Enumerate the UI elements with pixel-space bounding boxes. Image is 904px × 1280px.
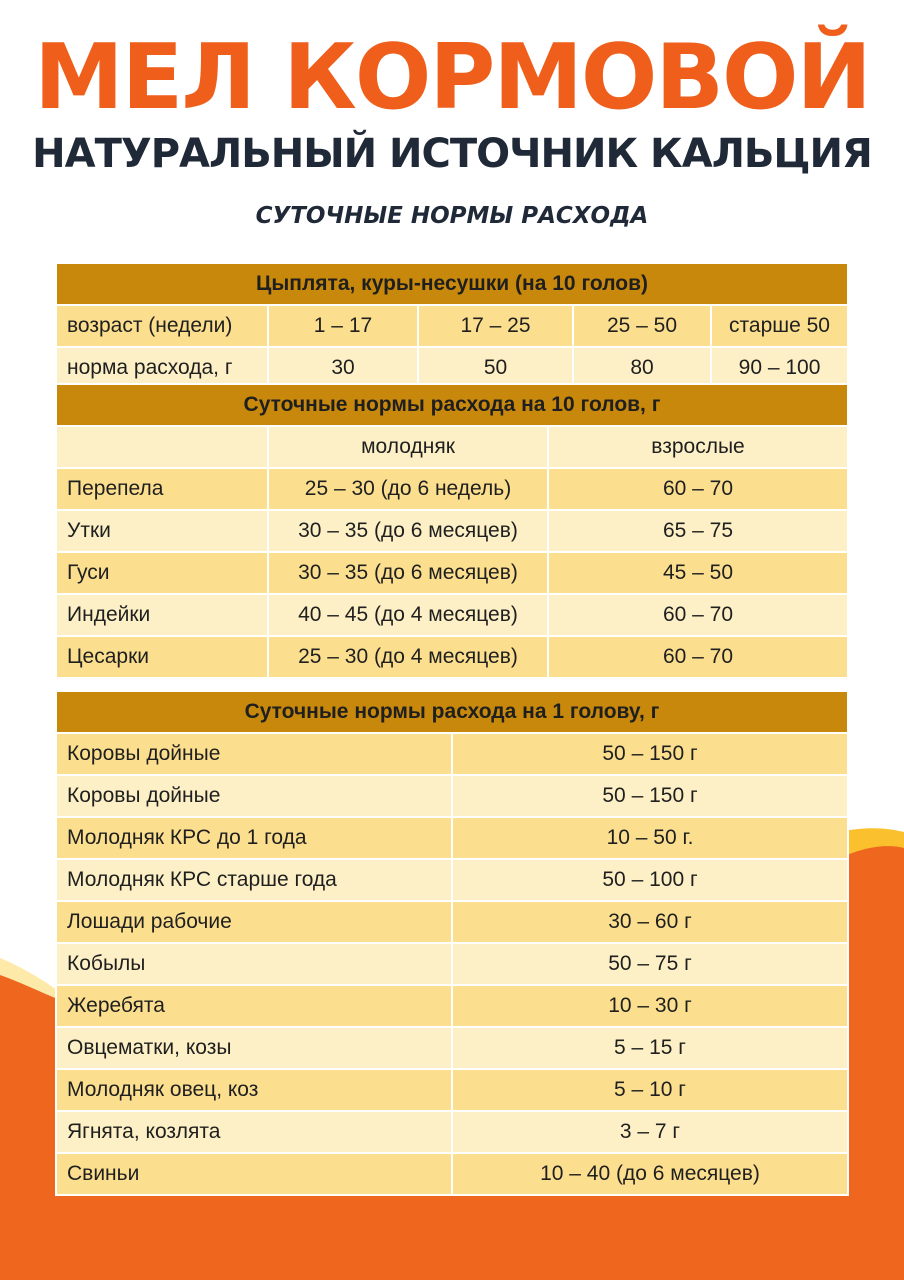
livestock-table [55,690,849,1196]
section-title: СУТОЧНЫЕ НОРМЫ РАСХОДА [255,203,649,229]
age-cell: 25 – 50 [573,305,711,347]
empty-header-cell [56,426,268,468]
bird-name: Утки [56,510,268,552]
norm-cell: 30 [268,347,418,389]
column-header-adult: взрослые [548,426,848,468]
animal-norm: 30 – 60 г [452,901,848,943]
animal-name: Молодняк КРС до 1 года [56,817,452,859]
adult-norm: 45 – 50 [548,552,848,594]
column-header-young: молодняк [268,426,548,468]
age-cell: старше 50 [711,305,848,347]
age-cell: 17 – 25 [418,305,573,347]
table-row [56,1069,848,1111]
animal-name: Коровы дойные [56,733,452,775]
animal-name: Молодняк КРС старше года [56,859,452,901]
birds-table [55,383,849,679]
animal-norm: 10 – 40 (до 6 месяцев) [452,1153,848,1195]
norm-cell: 80 [573,347,711,389]
page-subtitle: НАТУРАЛЬНЫЙ ИСТОЧНИК КАЛЬЦИЯ [32,131,872,177]
animal-name: Ягнята, козлята [56,1111,452,1153]
young-norm: 25 – 30 (до 4 месяцев) [268,636,548,678]
animal-norm: 50 – 75 г [452,943,848,985]
young-norm: 40 – 45 (до 4 месяцев) [268,594,548,636]
age-label: возраст (недели) [56,305,268,347]
table-row [56,510,848,552]
animal-norm: 5 – 10 г [452,1069,848,1111]
poultry-table-header: Цыплята, куры-несушки (на 10 голов) [56,263,848,305]
animal-norm: 10 – 30 г [452,985,848,1027]
table-row [56,859,848,901]
animal-norm: 50 – 100 г [452,859,848,901]
table-row [56,1111,848,1153]
young-norm: 25 – 30 (до 6 недель) [268,468,548,510]
animal-norm: 10 – 50 г. [452,817,848,859]
norm-cell: 90 – 100 [711,347,848,389]
table-row [56,552,848,594]
table-row [56,775,848,817]
table-row [56,901,848,943]
animal-norm: 50 – 150 г [452,733,848,775]
adult-norm: 65 – 75 [548,510,848,552]
animal-name: Молодняк овец, коз [56,1069,452,1111]
animal-name: Кобылы [56,943,452,985]
norm-cell: 50 [418,347,573,389]
animal-norm: 5 – 15 г [452,1027,848,1069]
table-row [56,468,848,510]
bird-name: Цесарки [56,636,268,678]
animal-name: Свиньи [56,1153,452,1195]
age-cell: 1 – 17 [268,305,418,347]
adult-norm: 60 – 70 [548,636,848,678]
adult-norm: 60 – 70 [548,468,848,510]
table-row [56,985,848,1027]
adult-norm: 60 – 70 [548,594,848,636]
page-title: МЕЛ КОРМОВОЙ [34,25,870,130]
animal-name: Лошади рабочие [56,901,452,943]
animal-norm: 3 – 7 г [452,1111,848,1153]
young-norm: 30 – 35 (до 6 месяцев) [268,510,548,552]
table-row [56,594,848,636]
bird-name: Перепела [56,468,268,510]
birds-column-header-row [56,426,848,468]
animal-name: Жеребята [56,985,452,1027]
bird-name: Индейки [56,594,268,636]
table-row [56,943,848,985]
table-row [56,636,848,678]
birds-table-header: Суточные нормы расхода на 10 голов, г [56,384,848,426]
poultry-age-row [56,305,848,347]
table-row [56,817,848,859]
bird-name: Гуси [56,552,268,594]
table-row [56,1027,848,1069]
animal-name: Коровы дойные [56,775,452,817]
animal-norm: 50 – 150 г [452,775,848,817]
animal-name: Овцематки, козы [56,1027,452,1069]
young-norm: 30 – 35 (до 6 месяцев) [268,552,548,594]
table-row [56,733,848,775]
table-row [56,1153,848,1195]
livestock-table-header: Суточные нормы расхода на 1 голову, г [56,691,848,733]
poultry-table [55,262,849,390]
norm-label: норма расхода, г [56,347,268,389]
